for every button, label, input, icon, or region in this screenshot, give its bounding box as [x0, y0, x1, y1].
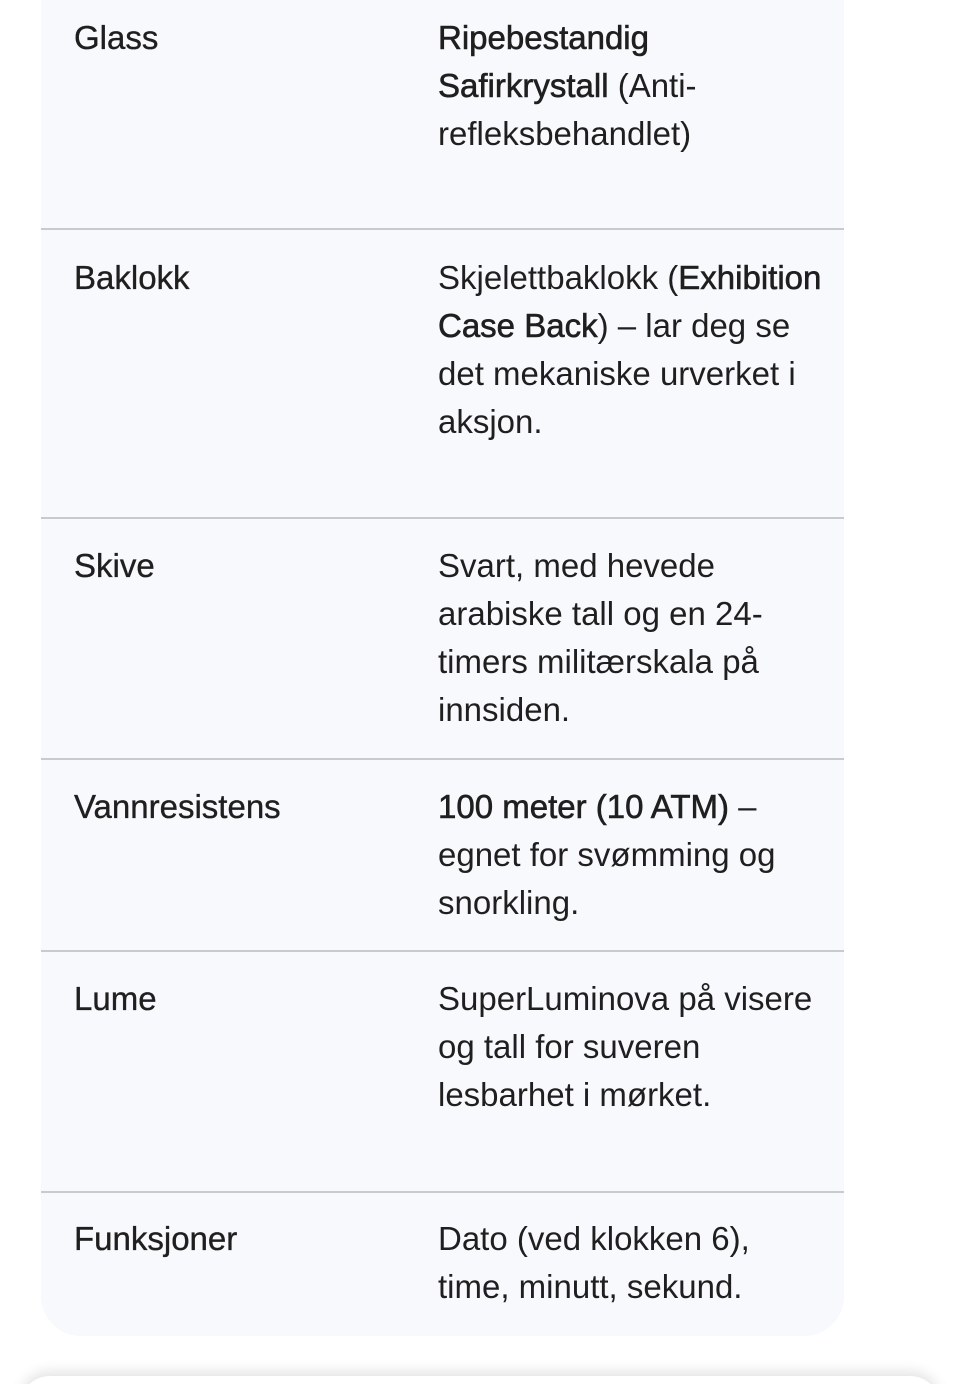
row-value: [438, 1215, 828, 1311]
bottom-sheet-edge: [20, 1376, 940, 1384]
value-text: Svart, med hevede arabiske tall og en 24-timers militærskala på innsiden.: [438, 547, 763, 728]
value-text: SuperLuminova på visere og tall for suveren lesbarhet i mørket.: [438, 980, 813, 1113]
value-text: – egnet for svømming og snorkling.: [438, 788, 776, 921]
value-text: (Anti-refleksbehandlet): [438, 67, 697, 152]
spec-table-card: [41, 0, 844, 1336]
table-row-vannresistens: [41, 760, 844, 952]
table-row-baklokk: [41, 230, 844, 519]
row-label: Vannresistens: [74, 788, 281, 825]
value-text: ) – lar deg se det mekaniske urverket i aksjon.: [438, 307, 796, 440]
value-text: Dato (ved klokken 6), time, minutt, sekund.: [438, 1220, 750, 1305]
value-emphasis: Ripebestandig Safirkrystall: [438, 19, 649, 104]
value-text: Skjelettbaklokk (: [438, 259, 679, 296]
row-label: Skive: [74, 547, 155, 584]
table-row-glass: [41, 0, 844, 230]
value-emphasis: 100 meter (10 ATM): [438, 788, 729, 825]
row-value: [438, 975, 828, 1119]
row-value: [438, 254, 828, 446]
row-label: Lume: [74, 980, 157, 1017]
row-value: [438, 783, 828, 927]
row-value: [438, 542, 828, 734]
table-row-funksjoner: [41, 1193, 844, 1336]
table-row-lume: [41, 952, 844, 1193]
table-row-skive: [41, 519, 844, 760]
row-value: [438, 14, 828, 158]
row-label: Glass: [74, 19, 159, 56]
row-label: Funksjoner: [74, 1220, 238, 1257]
row-label: Baklokk: [74, 259, 190, 296]
value-emphasis: Exhibition Case Back: [438, 259, 822, 344]
